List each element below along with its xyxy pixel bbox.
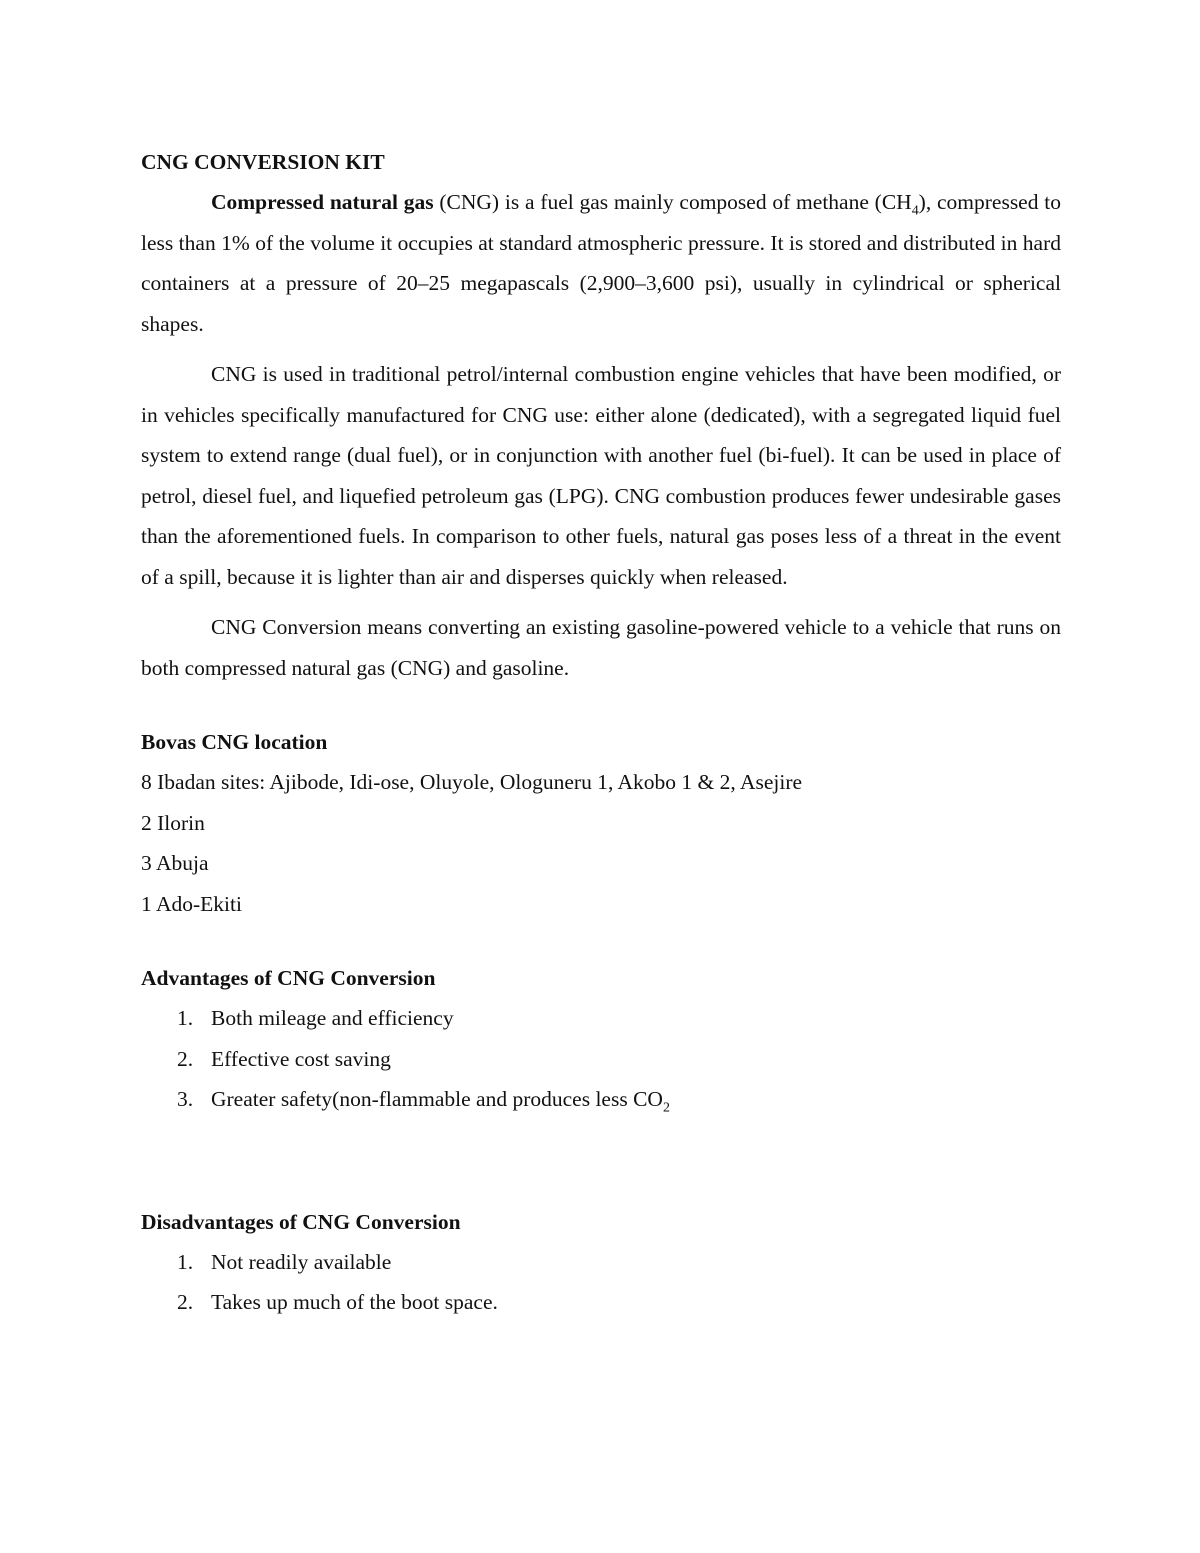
co2-subscript: 2 — [662, 1100, 670, 1116]
intro-p1-text-b: ), compressed to less than 1% of the volume it occupies at standard atmospheric pressure. It is stored and distributed in hard containers at a pressure of 20–25 megapascals (2,900–3,600 psi), usually in cylindrical or spherical shapes. — [141, 190, 1061, 336]
intro-p1-text-a: (CNG) is a fuel gas mainly composed of methane (CH — [433, 190, 912, 214]
list-item — [141, 1242, 1061, 1283]
list-item-text: Both mileage and efficiency — [211, 1006, 454, 1030]
list-item — [141, 1079, 1061, 1120]
list-number: 1. — [177, 1006, 194, 1030]
list-item-text: Takes up much of the boot space. — [211, 1290, 498, 1314]
list-item-text: Not readily available — [211, 1249, 392, 1274]
location-line: 8 Ibadan sites: Ajibode, Idi-ose, Oluyole, Ologuneru 1, Akobo 1 & 2, Asejire — [141, 770, 803, 794]
list-item — [141, 1039, 1061, 1080]
intro-paragraph-1 — [141, 182, 1061, 344]
list-item-text: Effective cost saving — [211, 1046, 391, 1071]
document-page — [141, 142, 1061, 1323]
disadvantages-heading: Disadvantages of CNG Conversion — [141, 1209, 461, 1234]
intro-paragraph-2: CNG is used in traditional petrol/internal combustion engine vehicles that have been modified, or in vehicles specifically manufactured for CNG use: either alone (dedicated), with a segregated liquid fuel system to extend range (dual fuel), or in conjunction with another fuel (bi-fuel). It can be used in place of petrol, diesel fuel, and liquefied petroleum gas (LPG). CNG combustion produces fewer undesirable gases than the aforementioned fuels. In comparison to other fuels, natural gas poses less of a threat in the event of a spill, because it is lighter than air and disperses quickly when released. — [141, 362, 1061, 589]
list-number: 3. — [177, 1087, 194, 1111]
intro-paragraph-3: CNG Conversion means converting an existing gasoline-powered vehicle to a vehicle that runs on both compressed natural gas (CNG) and gasoline. — [141, 615, 1061, 680]
spacer — [141, 688, 1061, 722]
methane-subscript: 4 — [911, 203, 919, 219]
list-number: 2. — [177, 1290, 194, 1314]
locations-heading: Bovas CNG location — [141, 730, 328, 754]
document-title: CNG CONVERSION KIT — [141, 150, 385, 174]
advantages-heading: Advantages of CNG Conversion — [141, 966, 436, 990]
advantages-list — [141, 998, 1061, 1120]
location-line: 1 Ado-Ekiti — [141, 891, 242, 916]
list-item — [141, 1282, 1061, 1323]
location-line: 2 Ilorin — [141, 810, 205, 835]
disadvantages-list — [141, 1242, 1061, 1323]
spacer — [141, 1120, 1061, 1202]
spacer — [141, 924, 1061, 958]
list-item-text: Greater safety(non-flammable and produces less CO — [211, 1087, 663, 1111]
list-number: 1. — [177, 1249, 194, 1274]
list-number: 2. — [177, 1046, 194, 1071]
cng-term: Compressed natural gas — [211, 190, 434, 214]
list-item — [141, 998, 1061, 1039]
location-line: 3 Abuja — [141, 851, 209, 875]
